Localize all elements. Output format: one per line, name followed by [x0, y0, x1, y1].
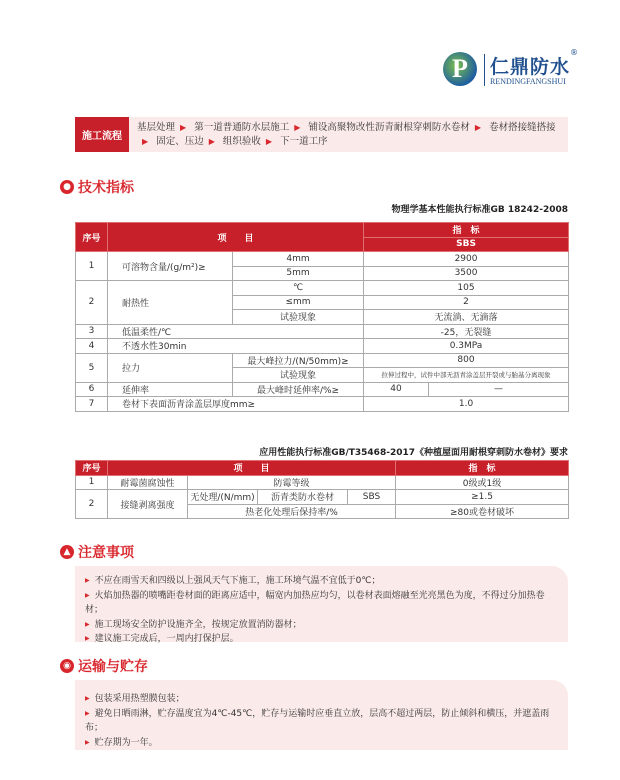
table-cell: 2 — [364, 295, 569, 310]
table-cell: 最大峰拉力/(N/50mm)≥ — [233, 353, 364, 368]
table-cell: 热老化处理后保持率/% — [188, 504, 396, 519]
th-no: 序号 — [76, 223, 108, 252]
table-cell: 拉伸过程中，试件中部无沥青涂盖层开裂或与胎基分离现象 — [364, 368, 569, 383]
table-row — [76, 252, 569, 267]
table-cell: 耐霉菌腐蚀性 — [108, 475, 188, 490]
notes-list — [75, 566, 568, 642]
list-item: ▶ 建议施工完成后，一周内打保护层。 — [85, 632, 558, 647]
app-standard: 应用性能执行标准GB/T35468-2017《种植屋面用耐根穿刺防水卷材》要求 — [259, 448, 568, 458]
table-cell: 2 — [76, 281, 108, 325]
table-cell: 5mm — [233, 266, 364, 281]
table-cell: 无流淌、无滴落 — [364, 310, 569, 325]
tech-standard: 物理学基本性能执行标准GB 18242-2008 — [391, 205, 568, 215]
list-item: ▶ 不应在雨雪天和四级以上强风天气下施工，施工环境气温不宜低于0℃； — [85, 574, 558, 589]
flow-step: 下一道工序 — [280, 136, 328, 147]
logo-mark-icon — [443, 52, 477, 86]
table-cell: 可溶物含量/(g/m²)≥ — [108, 252, 233, 281]
table-cell: ℃ — [233, 281, 364, 296]
table-row — [76, 281, 569, 296]
table-cell: 试验现象 — [233, 310, 364, 325]
section-storage — [60, 656, 148, 676]
table-cell: 延伸率 — [108, 382, 233, 397]
table-cell: 40 — [364, 382, 429, 397]
flow-steps: 基层处理 ▶ 第一道普通防水层施工 ▶ 铺设高聚物改性沥青耐根穿刺防水卷材 ▶ 卷材搭接缝搭接▶ 固定、压边 ▶ 组织验收 ▶ 下一道工序 — [137, 122, 556, 147]
table-cell: -25，无裂缝 — [364, 324, 569, 339]
registered-mark: ® — [570, 48, 578, 57]
table-cell: 4 — [76, 339, 108, 354]
flow-step: 基层处理 — [137, 122, 176, 133]
table-cell: 4mm — [233, 252, 364, 267]
table-cell: 1 — [76, 252, 108, 281]
table-cell: 1.0 — [364, 397, 569, 412]
th-index: 指 标 — [396, 461, 569, 476]
list-item: ▶ 包装采用热塑膜包装； — [85, 692, 558, 707]
table-cell: 5 — [76, 353, 108, 382]
th-index: 指 标 — [364, 223, 569, 238]
table-row — [76, 490, 569, 505]
table-row — [76, 475, 569, 490]
table-row — [76, 353, 569, 368]
table-cell: 0.3MPa — [364, 339, 569, 354]
section-title: 技术指标 — [78, 180, 134, 196]
table-cell: 防霉等级 — [188, 475, 396, 490]
warning-icon: ▲ — [60, 545, 74, 559]
table-cell: 卷材下表面沥青涂盖层厚度mm≥ — [108, 397, 364, 412]
list-item: ▶ 火焰加热器的喷嘴距卷材面的距离应适中，幅宽内加热应均匀，以卷材表面熔融至光亮黑色为度，不得过分加热卷材； — [85, 589, 558, 618]
th-item: 项 目 — [108, 223, 364, 252]
logo-cn: 仁鼎防水 — [490, 56, 571, 78]
table-cell: 接缝剥离强度 — [108, 490, 188, 519]
table-row — [76, 324, 569, 339]
th-no: 序号 — [76, 461, 108, 476]
th-sbs: SBS — [364, 237, 569, 252]
drop-icon: ● — [60, 180, 74, 194]
table-cell: — — [429, 382, 569, 397]
table-cell: ≤mm — [233, 295, 364, 310]
table-row — [76, 397, 569, 412]
table-cell: ≥1.5 — [396, 490, 569, 505]
table-row — [76, 339, 569, 354]
table-cell: 2 — [76, 490, 108, 519]
table-cell: 无处理/(N/mm) — [188, 490, 258, 505]
list-item: ▶ 避免日晒雨淋，贮存温度宜为4℃-45℃，贮存与运输时应垂直立放，层高不超过两层，防止倾斜和横压，并遮盖雨布； — [85, 707, 558, 736]
list-item: ▶ 施工现场安全防护设施齐全，按规定放置消防器材； — [85, 618, 558, 633]
flow-step: 固定、压边 — [156, 136, 204, 147]
flow-step: 组织验收 — [222, 136, 261, 147]
table-cell: 沥青类防水卷材 — [258, 490, 348, 505]
table-cell: 最大峰时延伸率/%≥ — [233, 382, 364, 397]
flow-step: 第一道普通防水层施工 — [194, 122, 290, 133]
truck-icon: ◉ — [60, 659, 74, 673]
table-cell: 1 — [76, 475, 108, 490]
table-row — [76, 382, 569, 397]
table-cell: 800 — [364, 353, 569, 368]
section-notes — [60, 542, 134, 562]
storage-list — [75, 680, 568, 750]
table-cell: 拉力 — [108, 353, 233, 382]
th-item: 项 目 — [108, 461, 396, 476]
tech-table — [75, 222, 569, 412]
logo-en: RENDINGFANGSHUI — [490, 77, 566, 86]
table-cell: 耐热性 — [108, 281, 233, 325]
construction-flow — [75, 117, 568, 152]
table-cell: 低温柔性/℃ — [108, 324, 364, 339]
table-cell: 2900 — [364, 252, 569, 267]
flow-step: 铺设高聚物改性沥青耐根穿刺防水卷材 — [308, 122, 470, 133]
table-cell: 0级或1级 — [396, 475, 569, 490]
section-title: 注意事项 — [78, 545, 134, 561]
table-cell: 3 — [76, 324, 108, 339]
flow-label: 施工流程 — [75, 117, 129, 152]
table-cell: SBS — [348, 490, 396, 505]
table-cell: 7 — [76, 397, 108, 412]
table-cell: 3500 — [364, 266, 569, 281]
table-cell: 不透水性30min — [108, 339, 364, 354]
app-table — [75, 460, 569, 519]
table-cell: ≥80或卷材破坏 — [396, 504, 569, 519]
table-cell: 6 — [76, 382, 108, 397]
table-cell: 试验现象 — [233, 368, 364, 383]
section-title: 运输与贮存 — [78, 659, 148, 675]
section-tech — [60, 177, 134, 197]
flow-step: 卷材搭接缝搭接 — [489, 122, 556, 133]
list-item: ▶ 贮存期为一年。 — [85, 736, 558, 751]
brand-logo — [440, 48, 580, 92]
table-cell: 105 — [364, 281, 569, 296]
